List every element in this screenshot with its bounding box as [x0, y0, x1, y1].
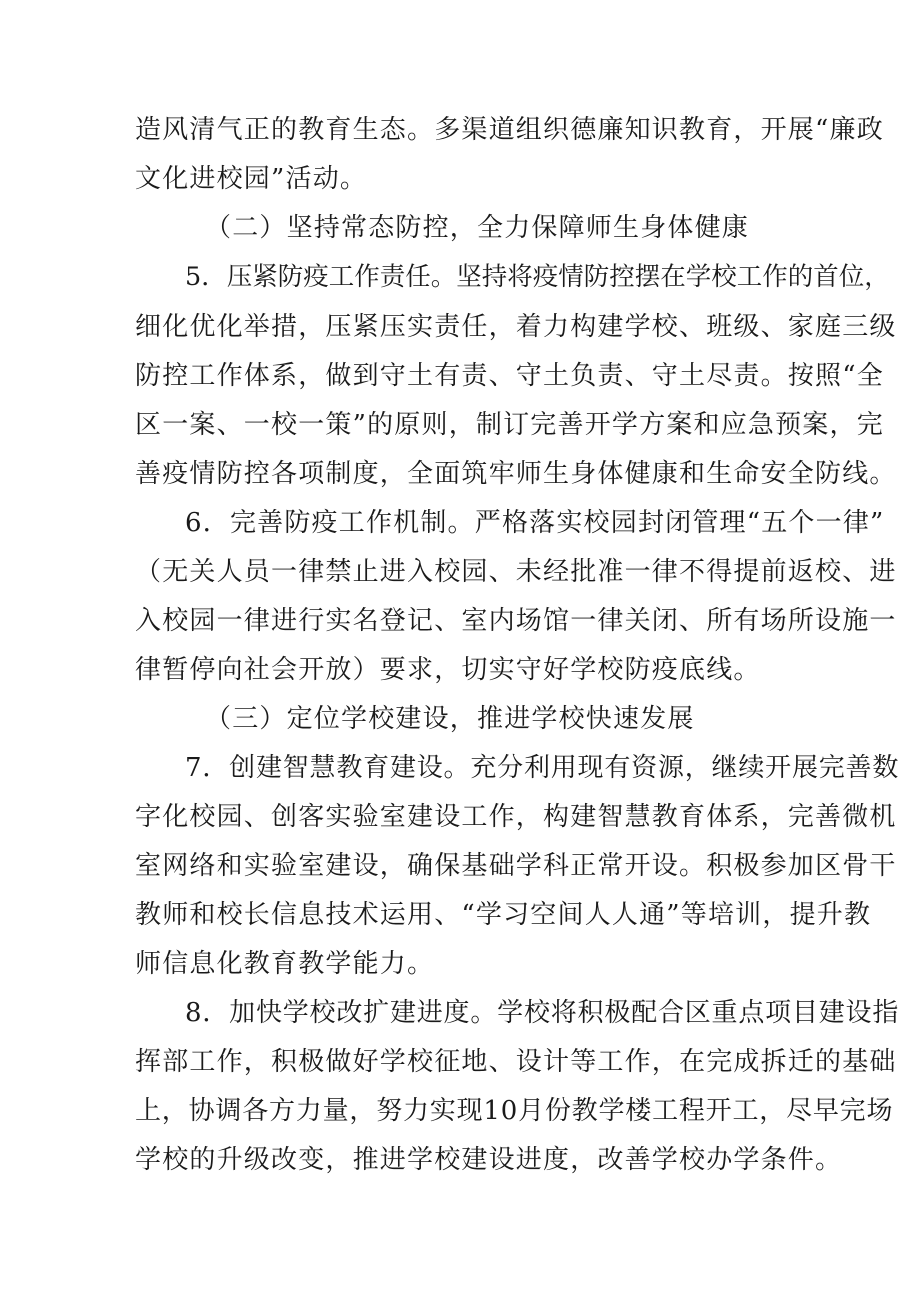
text-line: 善疫情防控各项制度，全面筑牢师生身体健康和生命安全防线。: [135, 459, 897, 489]
text-line: 文化进校园”活动。: [135, 164, 368, 194]
text-line: 字化校园、创客实验室建设工作，构建智慧教育体系，完善微机: [135, 802, 897, 832]
text-line: 室网络和实验室建设，确保基础学科正常开设。积极参加区骨干: [135, 851, 897, 881]
paragraph-5-first-line: 5．压紧防疫工作责任。坚持将疫情防控摆在学校工作的首位，: [185, 262, 890, 292]
section-heading-2: （二）坚持常态防控，全力保障师生身体健康: [205, 213, 750, 243]
text-line: 上，协调各方力量，努力实现10月份教学楼工程开工，尽早完场: [135, 1096, 894, 1126]
text-line: 入校园一律进行实名登记、室内场馆一律关闭、所有场所设施一: [135, 606, 897, 636]
paragraph-8-first-line: 8．加快学校改扩建进度。学校将积极配合区重点项目建设指: [185, 998, 900, 1028]
section-heading-3: （三）定位学校建设，推进学校快速发展: [205, 704, 695, 734]
text-line: 细化优化举措，压紧压实责任，着力构建学校、班级、家庭三级: [135, 312, 897, 342]
paragraph-6-first-line: 6．完善防疫工作机制。严格落实校园封闭管理“五个一律”: [185, 508, 885, 538]
text-line: 造风清气正的教育生态。多渠道组织德廉知识教育，开展“廉政: [135, 115, 884, 145]
text-line: （无关人员一律禁止进入校园、未经批准一律不得提前返校、进: [135, 557, 897, 587]
text-line: 师信息化教育教学能力。: [135, 949, 435, 979]
text-line: 学校的升级改变，推进学校建设进度，改善学校办学条件。: [135, 1145, 843, 1175]
text-line: 区一案、一校一策”的原则，制订完善开学方案和应急预案，完: [135, 410, 884, 440]
text-line: 教师和校长信息技术运用、“学习空间人人通”等培训，提升教: [135, 900, 872, 930]
text-line: 防控工作体系，做到守土有责、守土负责、守土尽责。按照“全: [135, 361, 884, 391]
text-line: 律暂停向社会开放）要求，切实守好学校防疫底线。: [135, 655, 761, 685]
text-line: 挥部工作，积极做好学校征地、设计等工作，在完成拆迁的基础: [135, 1047, 897, 1077]
paragraph-7-first-line: 7．创建智慧教育建设。充分利用现有资源，继续开展完善数: [185, 753, 900, 783]
